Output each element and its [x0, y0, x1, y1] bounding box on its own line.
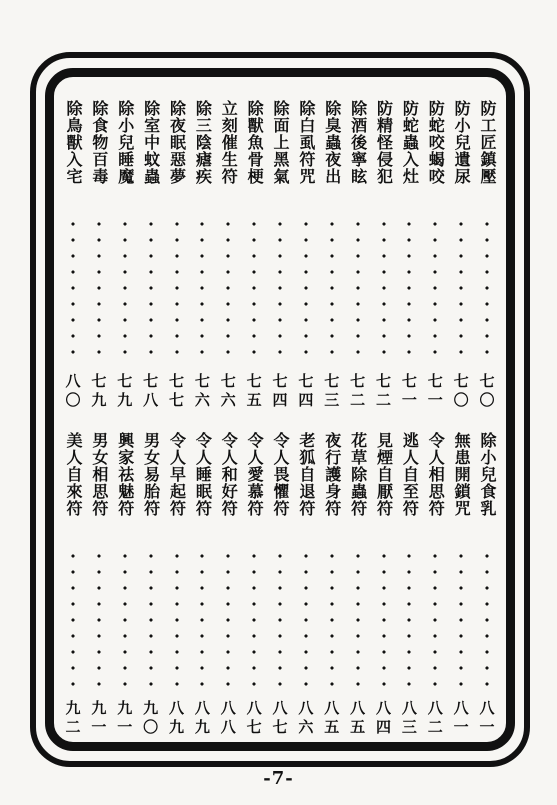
leader-dots: [459, 216, 463, 356]
page-digit: 六: [298, 718, 314, 736]
leader-dots: [149, 216, 153, 356]
leader-dots: [175, 548, 179, 686]
page-digit: 一: [117, 718, 133, 736]
page-digit: 八: [375, 699, 391, 717]
page-digit: 七: [479, 372, 495, 390]
leader-dots: [382, 548, 386, 686]
page-digit: 九: [117, 391, 133, 409]
leader-dots: [71, 548, 75, 686]
toc-entry-page: [347, 372, 369, 410]
toc-entry-page: [450, 699, 472, 737]
toc-entry: [269, 432, 291, 737]
page-digit: 七: [272, 718, 288, 736]
page-digit: 九: [65, 699, 81, 717]
page-digit: 七: [246, 372, 262, 390]
page-digit: 四: [298, 391, 314, 409]
leader-dots: [123, 216, 127, 356]
toc-entry-title: 除鳥獸入宅: [64, 100, 83, 185]
leader-dots: [71, 216, 75, 356]
toc-entry-title: 無患開鎖咒: [452, 432, 472, 517]
page-digit: 四: [272, 391, 288, 409]
toc-entry-page: [140, 372, 162, 410]
toc-entry: [114, 432, 136, 737]
toc-entry-title: 除食物百毒: [89, 100, 109, 185]
toc-entry-page: [269, 699, 291, 737]
toc-entry-title: 防蛇咬蝎咬: [426, 100, 446, 185]
toc-entry-title: 男女易胎符: [141, 432, 161, 517]
toc-entry-title: 除小兒睡魔: [115, 100, 135, 185]
leader-dots: [407, 548, 411, 686]
page-digit: 七: [272, 372, 288, 390]
toc-entry: [398, 100, 420, 410]
toc-entry-page: [321, 699, 343, 737]
toc-entry-title: 除室中蚊蟲: [141, 100, 161, 185]
leader-dots: [278, 216, 282, 356]
toc-entry-page: [191, 372, 213, 410]
page-digit: 二: [375, 391, 391, 409]
toc-entry-page: [62, 372, 84, 410]
page-digit: 七: [453, 372, 469, 390]
page-digit: 七: [220, 372, 236, 390]
toc-entry-title: 防蛇蟲入灶: [400, 100, 420, 185]
toc-top-section: [62, 100, 498, 410]
toc-entry-page: [114, 699, 136, 737]
page-digit: 九: [143, 699, 159, 717]
page-digit: 八: [246, 699, 262, 717]
page-digit: 七: [375, 372, 391, 390]
toc-entry-title: 夜行護身符: [322, 432, 342, 517]
toc-entry: [450, 432, 472, 737]
toc-entry-page: [140, 699, 162, 737]
toc-entry-title: 見煙自厭符: [374, 432, 394, 517]
toc-entry: [424, 432, 446, 737]
toc-entry: [140, 432, 162, 737]
toc-entry: [217, 432, 239, 737]
toc-entry-page: [347, 699, 369, 737]
page-digit: 八: [479, 699, 495, 717]
toc-entry: [269, 100, 291, 410]
toc-entry-page: [166, 699, 188, 737]
toc-entry: [62, 432, 84, 737]
page-digit: 八: [427, 699, 443, 717]
leader-dots: [485, 548, 489, 686]
leader-dots: [407, 216, 411, 356]
page-digit: 二: [350, 391, 366, 409]
page-digit: 六: [220, 391, 236, 409]
page-digit: 七: [246, 718, 262, 736]
leader-dots: [200, 216, 204, 356]
leader-dots: [485, 216, 489, 356]
leader-dots: [433, 548, 437, 686]
toc-entry: [450, 100, 472, 410]
toc-entry: [62, 100, 84, 410]
leader-dots: [123, 548, 127, 686]
toc-entry-page: [476, 372, 498, 410]
toc-entry: [321, 100, 343, 410]
toc-entry: [217, 100, 239, 410]
page-digit: 七: [427, 372, 443, 390]
toc-entry: [166, 100, 188, 410]
page-digit: 二: [427, 718, 443, 736]
toc-entry-page: [321, 372, 343, 410]
toc-entry-page: [217, 699, 239, 737]
toc-entry: [166, 432, 188, 737]
leader-dots: [330, 216, 334, 356]
toc-entry: [243, 432, 265, 737]
toc-entry-title: 除三陰瘧疾: [193, 100, 213, 185]
page-digit: 七: [350, 372, 366, 390]
toc-entry-title: 老狐自退符: [296, 432, 316, 517]
page-digit: 一: [479, 718, 495, 736]
toc-entry-page: [166, 372, 188, 410]
page-digit: 一: [401, 391, 417, 409]
toc-entry: [476, 100, 498, 410]
page-digit: 八: [453, 699, 469, 717]
toc-entry-title: 除白虱符咒: [296, 100, 316, 185]
toc-entry: [140, 100, 162, 410]
toc-entry: [321, 432, 343, 737]
page-digit: 八: [272, 699, 288, 717]
leader-dots: [433, 216, 437, 356]
toc-entry: [424, 100, 446, 410]
page-digit: 七: [194, 372, 210, 390]
toc-entry-page: [450, 372, 472, 410]
page-digit: 八: [220, 699, 236, 717]
page-digit: 七: [91, 372, 107, 390]
page-digit: 三: [401, 718, 417, 736]
leader-dots: [330, 548, 334, 686]
leader-dots: [304, 548, 308, 686]
toc-bottom-section: [62, 432, 498, 737]
page-digit: 五: [350, 718, 366, 736]
toc-entry-title: 令人畏懼符: [271, 432, 290, 517]
toc-entry-page: [398, 699, 420, 737]
toc-entry: [191, 100, 213, 410]
toc-entry-title: 美人自來符: [64, 432, 83, 517]
toc-entry: [88, 432, 110, 737]
page-digit: 七: [168, 391, 184, 409]
toc-entry: [398, 432, 420, 737]
toc-entry: [347, 100, 369, 410]
toc-entry-page: [243, 699, 265, 737]
page-digit: 九: [168, 718, 184, 736]
toc-entry-title: 興家祛魅符: [115, 432, 135, 517]
toc-entry-title: 除面上黑氣: [271, 100, 290, 185]
toc-entry-title: 逃人自至符: [400, 432, 420, 517]
toc-entry-page: [424, 699, 446, 737]
toc-entry-page: [373, 372, 395, 410]
leader-dots: [356, 548, 360, 686]
leader-dots: [356, 216, 360, 356]
page-digit: 八: [298, 699, 314, 717]
page-digit: 四: [375, 718, 391, 736]
page-digit: 三: [324, 391, 340, 409]
leader-dots: [149, 548, 153, 686]
page-digit: 一: [91, 718, 107, 736]
toc-entry-title: 防工匠鎮壓: [478, 100, 497, 185]
toc-entry-title: 令人和好符: [219, 432, 239, 517]
leader-dots: [252, 548, 256, 686]
toc-entry: [295, 100, 317, 410]
toc-entry-page: [217, 372, 239, 410]
page-digit: 九: [91, 699, 107, 717]
leader-dots: [226, 216, 230, 356]
toc-entry-title: 除酒後寧眩: [348, 100, 368, 185]
page-digit: 八: [220, 718, 236, 736]
toc-entry-page: [191, 699, 213, 737]
toc-entry-page: [476, 699, 498, 737]
toc-entry-title: 令人相思符: [426, 432, 446, 517]
toc-entry: [114, 100, 136, 410]
toc-entry-title: 防精怪侵犯: [374, 100, 394, 185]
toc-entry-title: 令人愛慕符: [245, 432, 265, 517]
toc-entry: [295, 432, 317, 737]
toc-entry: [347, 432, 369, 737]
toc-entry-page: [114, 372, 136, 410]
leader-dots: [97, 548, 101, 686]
page-digit: 〇: [65, 391, 81, 409]
leader-dots: [304, 216, 308, 356]
leader-dots: [382, 216, 386, 356]
toc-entry-title: 男女相思符: [89, 432, 109, 517]
leader-dots: [97, 216, 101, 356]
toc-entry: [476, 432, 498, 737]
toc-entry-page: [243, 372, 265, 410]
page-digit: 五: [324, 718, 340, 736]
toc-entry-page: [424, 372, 446, 410]
page-digit: 五: [246, 391, 262, 409]
leader-dots: [200, 548, 204, 686]
leader-dots: [278, 548, 282, 686]
page-digit: 二: [65, 718, 81, 736]
toc-entry-title: 令人早起符: [167, 432, 187, 517]
leader-dots: [252, 216, 256, 356]
toc-entry-title: 除臭蟲夜出: [322, 100, 342, 185]
page-digit: 七: [298, 372, 314, 390]
toc-entry-page: [62, 699, 84, 737]
toc-entry-title: 花草除蟲符: [348, 432, 368, 517]
page-digit: 九: [194, 718, 210, 736]
page-digit: 八: [168, 699, 184, 717]
page-digit: 〇: [479, 391, 495, 409]
toc-entry: [88, 100, 110, 410]
page-digit: 一: [427, 391, 443, 409]
toc-entry-page: [295, 372, 317, 410]
toc-entry: [373, 432, 395, 737]
toc-entry-page: [398, 372, 420, 410]
page-digit: 八: [350, 699, 366, 717]
toc-entry-title: 防小兒遺尿: [452, 100, 472, 185]
toc-entry-page: [269, 372, 291, 410]
page-digit: 八: [65, 372, 81, 390]
page-digit: 七: [117, 372, 133, 390]
page-digit: 七: [401, 372, 417, 390]
page-number: -7-: [263, 768, 294, 789]
toc-entry-page: [373, 699, 395, 737]
toc-entry-title: 除夜眠惡夢: [167, 100, 187, 185]
toc-entry-title: 除獸魚骨梗: [245, 100, 265, 185]
toc-entry: [243, 100, 265, 410]
toc-entry-page: [295, 699, 317, 737]
leader-dots: [226, 548, 230, 686]
leader-dots: [175, 216, 179, 356]
page-digit: 一: [453, 718, 469, 736]
toc-entry-page: [88, 372, 110, 410]
page-digit: 〇: [143, 718, 159, 736]
page-digit: 七: [143, 372, 159, 390]
toc-entry-title: 除小兒食乳: [478, 432, 497, 517]
toc-entry-page: [88, 699, 110, 737]
page-digit: 〇: [453, 391, 469, 409]
page-digit: 七: [168, 372, 184, 390]
page-digit: 六: [194, 391, 210, 409]
toc-entry: [191, 432, 213, 737]
page-digit: 八: [194, 699, 210, 717]
page-digit: 八: [401, 699, 417, 717]
page-digit: 七: [324, 372, 340, 390]
page-digit: 九: [117, 699, 133, 717]
page-digit: 八: [324, 699, 340, 717]
toc-entry: [373, 100, 395, 410]
page-digit: 八: [143, 391, 159, 409]
toc-entry-title: 立刻催生符: [219, 100, 239, 185]
page-digit: 九: [91, 391, 107, 409]
toc-entry-title: 令人睡眠符: [193, 432, 213, 517]
leader-dots: [459, 548, 463, 686]
